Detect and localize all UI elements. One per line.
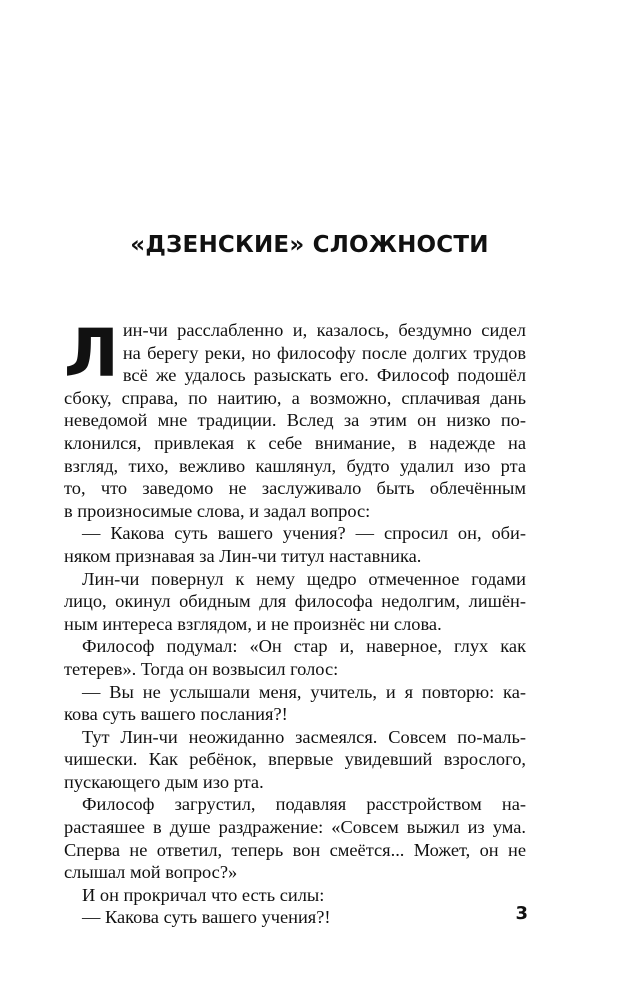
text-line: чишески. Как ребёнок, впервые увидевший взрослого, — [64, 749, 526, 770]
body-text — [64, 315, 526, 929]
text-line: слышал мой вопрос?» — [64, 862, 238, 883]
text-line: — Какова суть вашего учения?! — [82, 907, 331, 928]
text-line: Сперва не ответил, теперь вон смеётся... Может, он не — [64, 839, 526, 860]
text-line: И он прокричал что есть силы: — [82, 884, 325, 905]
text-line: всё же удалось разыскать его. Философ подошёл — [122, 365, 526, 386]
text-line: в произносимые слова, и задал вопрос: — [64, 500, 371, 521]
text-line: на берегу реки, но философу после долгих трудов — [122, 342, 526, 363]
text-line: Тут Лин-чи неожиданно засмеялся. Совсем по-маль- — [82, 726, 526, 747]
drop-cap: Л — [64, 315, 119, 392]
text-line: кова суть вашего послания?! — [64, 704, 288, 725]
text-line: Лин-чи повернул к нему щедро отмеченное годами — [82, 568, 526, 589]
text-line: то, что заведомо не заслуживало быть облечённым — [64, 478, 526, 499]
text-line: лицо, окинул обидным для философа недолгим, лишён- — [64, 591, 526, 612]
text-line: неведомой мне традиции. Вслед за этим он низко по- — [64, 410, 526, 431]
text-line: няком признавая за Лин-чи титул наставника. — [64, 545, 422, 566]
text-line: — Какова суть вашего учения? — спросил он, оби- — [82, 523, 526, 544]
text-line: ин-чи расслабленно и, казалось, бездумно сидел — [122, 320, 526, 340]
text-line: пускающего дым изо рта. — [64, 771, 264, 792]
text-line: Философ подумал: «Он стар и, наверное, глух как — [82, 636, 526, 657]
text-line: Философ загрустил, подавляя расстройством на- — [82, 794, 526, 815]
text-line: ным интереса взглядом, и не произнёс ни слова. — [64, 613, 442, 634]
text-line: взгляд, тихо, вежливо кашлянул, будто удалил изо рта — [64, 455, 526, 476]
text-line: — Вы не услышали меня, учитель, и я повторю: ка- — [82, 681, 526, 702]
chapter-title: «ДЗЕНСКИЕ» СЛОЖНОСТИ — [130, 232, 489, 258]
text-line: сбоку, справа, по наитию, а возможно, сплачивая дань — [64, 387, 526, 408]
text-line: клонился, привлекая к себе внимание, в надежде на — [64, 432, 526, 453]
page-number: 3 — [515, 903, 528, 924]
text-line: растаяшее в душе раздражение: «Совсем выжил из ума. — [64, 817, 526, 838]
text-line: тетерев». Тогда он возвысил голос: — [64, 658, 339, 679]
